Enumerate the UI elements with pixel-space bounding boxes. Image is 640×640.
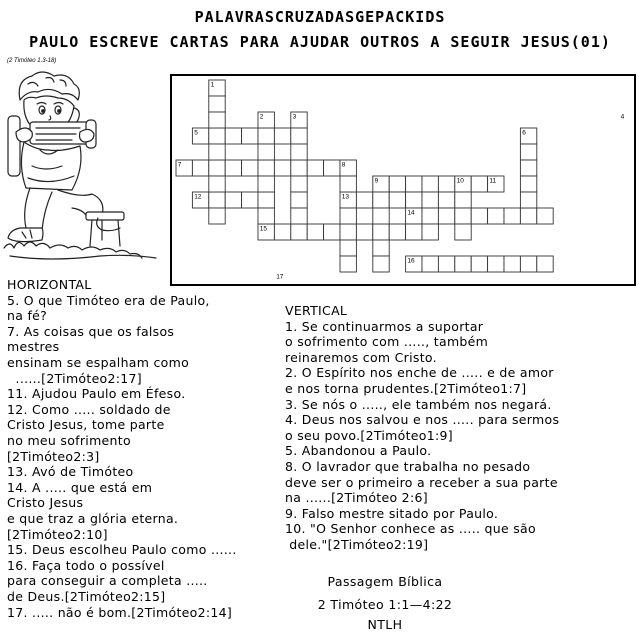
crossword-cell[interactable]	[422, 208, 438, 224]
crossword-cell[interactable]	[291, 192, 307, 208]
vertical-clue-line: na ......[2Timóteo 2:6]	[285, 490, 428, 506]
vertical-clue-line: 4. Deus nos salvou e nos ..... para sermos	[285, 412, 560, 428]
crossword-cell[interactable]	[471, 176, 487, 192]
horizontal-clue-line: no meu sofrimento	[7, 433, 131, 448]
crossword-cell[interactable]	[488, 256, 504, 272]
crossword-cell[interactable]	[274, 224, 290, 240]
crossword-cell[interactable]	[258, 128, 274, 144]
crossword-cell[interactable]	[291, 208, 307, 224]
crossword-cell[interactable]	[438, 208, 454, 224]
passage-label: Passagem Bíblica	[327, 574, 443, 589]
clue-number: 17	[276, 273, 284, 281]
crossword-cell[interactable]	[225, 128, 241, 144]
crossword-cell[interactable]	[356, 224, 372, 240]
crossword-cell[interactable]	[209, 128, 225, 144]
crossword-cell[interactable]	[406, 176, 422, 192]
crossword-cell[interactable]	[324, 224, 340, 240]
clue-number: 4	[620, 113, 625, 121]
crossword-cell[interactable]	[209, 144, 225, 160]
vertical-clue-line: 10. "O Senhor conhece as ..... que são	[285, 521, 536, 537]
vertical-clue-line: 2. O Espírito nos enche de ..... e de amor	[285, 365, 554, 381]
clue-number: 6	[522, 129, 526, 137]
crossword-cell[interactable]	[258, 176, 274, 192]
horizontal-clue-line: mestres	[7, 339, 60, 355]
crossword-cell[interactable]	[422, 192, 438, 208]
horizontal-clue-line: na fé?	[7, 308, 48, 324]
crossword-cell[interactable]	[242, 160, 258, 176]
horizontal-clue-line: 5. O que Timóteo era de Paulo,	[7, 292, 210, 308]
crossword-cell[interactable]	[209, 176, 225, 192]
horizontal-clue-line: ......[2Timóteo2:17]	[7, 370, 142, 386]
crossword-cell[interactable]	[438, 256, 454, 272]
crossword-cell[interactable]	[373, 224, 389, 240]
bible-version: NTLH	[367, 617, 403, 632]
crossword-cell[interactable]	[406, 224, 422, 240]
clue-number: 8	[341, 161, 346, 169]
clue-number: 10	[456, 177, 464, 185]
crossword-cell[interactable]	[520, 160, 536, 176]
crossword-cell[interactable]	[455, 192, 471, 208]
crossword-cell[interactable]	[471, 256, 487, 272]
crossword-cell[interactable]	[488, 208, 504, 224]
crossword-cell[interactable]	[537, 256, 553, 272]
clue-number: 13	[341, 193, 350, 201]
horizontal-clue-line: 7. As coisas que os falsos	[7, 323, 175, 339]
horizontal-clues	[7, 277, 292, 637]
crossword-cell[interactable]	[340, 256, 356, 272]
crossword-cell[interactable]	[373, 256, 389, 272]
crossword-cell[interactable]	[242, 192, 258, 208]
crossword-cell[interactable]	[520, 256, 536, 272]
clue-number: 9	[374, 177, 379, 185]
crossword-cell[interactable]	[291, 176, 307, 192]
horizontal-clue-line: 16. Faça todo o possível	[7, 557, 165, 573]
crossword-cell[interactable]	[340, 176, 356, 192]
crossword-cell[interactable]	[504, 208, 520, 224]
crossword-cell[interactable]	[520, 192, 536, 208]
crossword-cell[interactable]	[225, 160, 241, 176]
crossword-cell[interactable]	[455, 208, 471, 224]
horizontal-clue-line: de Deus.[2Timóteo2:15]	[7, 589, 166, 604]
clue-number: 14	[407, 209, 415, 217]
crossword-cell[interactable]	[242, 128, 258, 144]
crossword-cell[interactable]	[438, 176, 454, 192]
vertical-clue-line: 1. Se continuarmos a suportar	[285, 318, 484, 334]
clue-number: 3	[292, 113, 297, 121]
verse-reference: (2 Timóteo 1.3-18)	[7, 58, 57, 64]
crossword-cell[interactable]	[209, 96, 225, 112]
clue-number: 15	[259, 225, 268, 233]
crossword-cell[interactable]	[504, 256, 520, 272]
crossword-cell[interactable]	[340, 224, 356, 240]
horizontal-clue-line: 15. Deus escolheu Paulo como ......	[7, 542, 237, 558]
crossword-cell[interactable]	[340, 240, 356, 256]
crossword-cell[interactable]	[274, 160, 290, 176]
crossword-cell[interactable]	[373, 192, 389, 208]
crossword-cell[interactable]	[209, 160, 225, 176]
crossword-grid	[170, 74, 636, 286]
horizontal-clue-line: Cristo Jesus, tome parte	[7, 417, 165, 433]
horizontal-clue-line: 11. Ajudou Paulo em Éfeso.	[7, 386, 186, 402]
crossword-cell[interactable]	[192, 160, 208, 176]
vertical-clue-line: o seu povo.[2Timóteo1:9]	[285, 427, 453, 443]
crossword-cell[interactable]	[471, 208, 487, 224]
crossword-cell[interactable]	[209, 112, 225, 128]
crossword-cell[interactable]	[307, 160, 323, 176]
crossword-cell[interactable]	[291, 144, 307, 160]
vertical-clue-line: o sofrimento com ....., também	[285, 334, 489, 350]
crossword-cell[interactable]	[324, 160, 340, 176]
clue-number: 11	[489, 177, 497, 185]
crossword-cell[interactable]	[389, 224, 405, 240]
clue-number: 7	[177, 161, 182, 169]
crossword-cell[interactable]	[258, 144, 274, 160]
brand-title: PALAVRASCRUZADASGEPACKIDS	[194, 8, 446, 26]
crossword-cell[interactable]	[274, 128, 290, 144]
horizontal-clue-line: e que traz a glória eterna.	[7, 511, 179, 526]
crossword-cell[interactable]	[258, 192, 274, 208]
crossword-cell[interactable]	[373, 240, 389, 256]
vertical-clues	[285, 303, 635, 563]
horizontal-clue-line: ensinam se espalham como	[7, 355, 190, 370]
clue-number: 12	[194, 193, 202, 201]
crossword-cell[interactable]	[389, 176, 405, 192]
clue-number: 16	[407, 257, 415, 265]
vertical-clue-line: dele."[2Timóteo2:19]	[285, 537, 429, 552]
crossword-cell[interactable]	[258, 208, 274, 224]
crossword-cell[interactable]	[520, 144, 536, 160]
crossword-cell[interactable]	[291, 224, 307, 240]
crossword-cell[interactable]	[422, 176, 438, 192]
crossword-cell[interactable]	[291, 160, 307, 176]
crossword-cell[interactable]	[520, 208, 536, 224]
horizontal-clue-line: 12. Como ..... soldado de	[7, 401, 171, 417]
horizontal-clue-line: [2Timóteo2:3]	[7, 448, 100, 464]
passage-reference: 2 Timóteo 1:1—4:22	[317, 597, 453, 612]
vertical-clue-line: 3. Se nós o ....., ele também nos negará.	[285, 396, 552, 412]
vertical-clue-line: 5. Abandonou a Paulo.	[285, 443, 432, 459]
crossword-cell[interactable]	[422, 256, 438, 272]
crossword-cell[interactable]	[209, 192, 225, 208]
horizontal-clue-line: para conseguir a completa .....	[7, 573, 208, 589]
horizontal-clue-line: 17. ..... não é bom.[2Timóteo2:14]	[7, 604, 233, 620]
horizontal-clue-line: [2Timóteo2:10]	[7, 526, 108, 542]
clue-number: 5	[194, 129, 198, 137]
crossword-cell[interactable]	[307, 224, 323, 240]
crossword-cell[interactable]	[356, 192, 372, 208]
vertical-clue-line: e nos torna prudentes.[2Timóteo1:7]	[285, 381, 527, 396]
crossword-cell[interactable]	[422, 224, 438, 240]
crossword-cell[interactable]	[455, 224, 471, 240]
crossword-cell[interactable]	[438, 192, 454, 208]
vertical-heading: VERTICAL	[285, 303, 348, 318]
crossword-cell[interactable]	[406, 192, 422, 208]
vertical-clue-line: 8. O lavrador que trabalha no pesado	[285, 459, 531, 474]
horizontal-clue-line: 14. A ..... que está em	[7, 479, 153, 495]
clue-number: 1	[210, 81, 215, 89]
boy-reading-scroll-illustration	[2, 70, 162, 262]
crossword-cell[interactable]	[225, 192, 241, 208]
crossword-cell[interactable]	[373, 208, 389, 224]
horizontal-clue-line: Cristo Jesus	[7, 495, 84, 511]
vertical-clue-line: 9. Falso mestre sitado por Paulo.	[285, 505, 499, 521]
vertical-clue-line: deve ser o primeiro a receber a sua parte	[285, 474, 558, 490]
crossword-cell[interactable]	[258, 160, 274, 176]
crossword-cell[interactable]	[340, 208, 356, 224]
crossword-cell[interactable]	[520, 176, 536, 192]
vertical-clue-line: reinaremos com Cristo.	[285, 349, 437, 365]
horizontal-clue-line: 13. Avó de Timóteo	[7, 464, 134, 480]
crossword-cell[interactable]	[455, 256, 471, 272]
crossword-cell[interactable]	[291, 128, 307, 144]
crossword-cell[interactable]	[209, 208, 225, 224]
horizontal-heading: HORIZONTAL	[7, 277, 92, 292]
crossword-cell[interactable]	[389, 192, 405, 208]
clue-number: 2	[259, 113, 264, 121]
crossword-cell[interactable]	[537, 208, 553, 224]
worksheet-title: PAULO ESCREVE CARTAS PARA AJUDAR OUTROS A SEGUIR JESUS(01)	[29, 33, 611, 51]
